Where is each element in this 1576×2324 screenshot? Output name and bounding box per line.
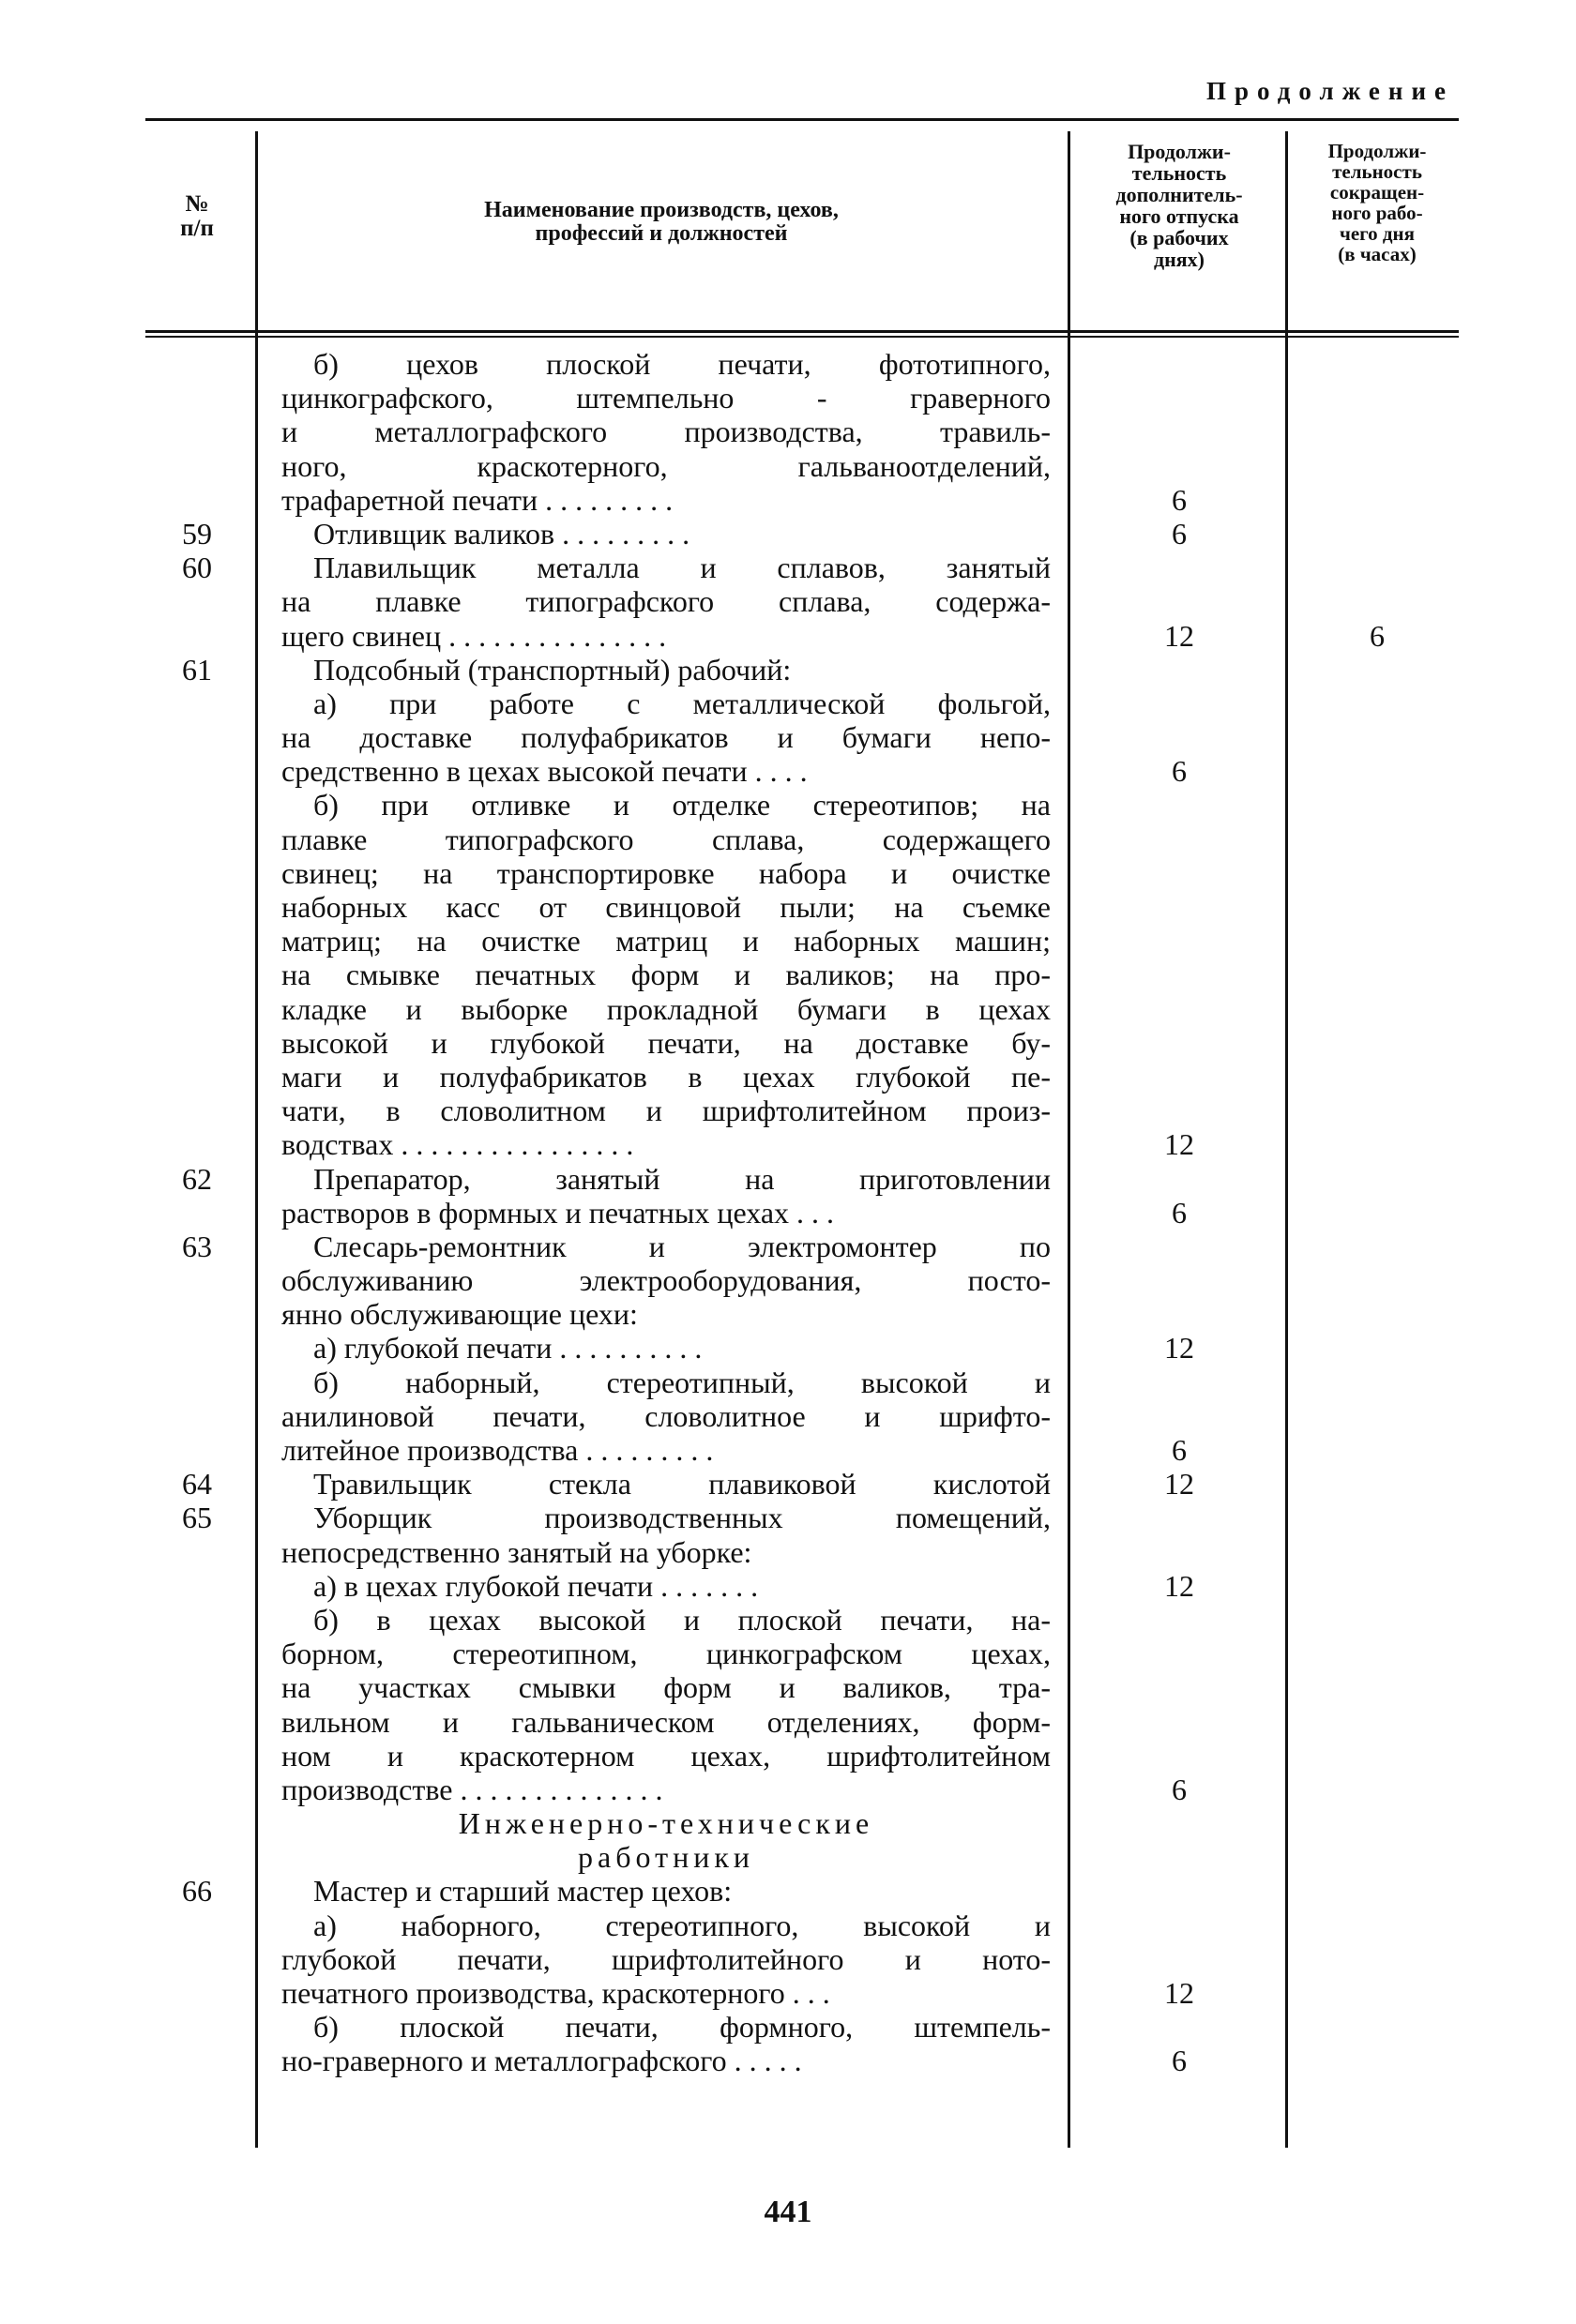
row-number: 64	[182, 1467, 212, 1502]
table-row	[0, 1196, 1576, 1230]
row-text: борном, стереотипном, цинкографском цехах,	[281, 1637, 1051, 1671]
row-text: б) при отливке и отделке стереотипов; на	[313, 788, 1051, 822]
table-row	[0, 822, 1576, 856]
table-row	[0, 1501, 1576, 1534]
row-text: обслуживанию электрооборудования, посто-	[281, 1263, 1051, 1298]
header-bottom-rule	[145, 330, 1459, 333]
table-row	[0, 1603, 1576, 1637]
row-text: чати, в словолитном и шрифтолитейном произ-	[281, 1094, 1051, 1128]
row-text: Травильщик стекла плавиковой кислотой	[313, 1467, 1051, 1502]
table-row	[0, 1433, 1576, 1467]
row-text: трафаретной печати . . . . . . . . .	[281, 482, 674, 517]
row-text: анилиновой печати, словолитное и шрифто-	[281, 1398, 1051, 1433]
row-text: а) наборного, стереотипного, высокой и	[313, 1908, 1051, 1942]
row-text: и металлографского производства, травиль-	[281, 415, 1051, 449]
row-text: вильном и гальваническом отделениях, форм-	[281, 1704, 1051, 1739]
table-row	[0, 1297, 1576, 1331]
table-row	[0, 958, 1576, 991]
row-number: 63	[182, 1229, 212, 1263]
vacation-days: 12	[1164, 1976, 1194, 2010]
row-text: высокой и глубокой печати, на доставке бу-	[281, 1025, 1051, 1060]
table-row	[0, 1976, 1576, 2010]
vacation-days: 6	[1172, 754, 1187, 789]
row-text: литейное производства . . . . . . . . .	[281, 1433, 714, 1467]
continued-label: Продолжение	[1206, 77, 1454, 105]
row-text: кладке и выборке прокладной бумаги в цехах	[281, 991, 1051, 1026]
table-row	[0, 788, 1576, 822]
table-row	[0, 890, 1576, 924]
short-day-hours: 6	[1370, 618, 1385, 653]
table-row	[0, 1773, 1576, 1806]
table-row	[0, 584, 1576, 618]
row-text: Отливщик валиков . . . . . . . . .	[313, 516, 690, 551]
table-row	[0, 1909, 1576, 1942]
table-row	[0, 1806, 1576, 1840]
row-text: Слесарь-ремонтник и электромонтер по	[313, 1229, 1051, 1263]
table-row	[0, 1060, 1576, 1094]
header-bottom-rule-2	[145, 336, 1459, 338]
table-row	[0, 992, 1576, 1026]
row-text: матриц; на очистке матриц и наборных машин;	[281, 924, 1051, 958]
row-number: 61	[182, 652, 212, 687]
table-row	[0, 381, 1576, 415]
row-text: а) глубокой печати . . . . . . . . . .	[313, 1331, 703, 1366]
row-text: ном и краскотерном цехах, шрифтолитейном	[281, 1738, 1051, 1773]
row-text: растворов в формных и печатных цехах . . .	[281, 1195, 835, 1230]
row-text: б) наборный, стереотипный, высокой и	[313, 1365, 1051, 1399]
vacation-days: 12	[1164, 1568, 1194, 1603]
vacation-days: 12	[1164, 1467, 1194, 1502]
table-row	[0, 2010, 1576, 2044]
row-text: на участках смывки форм и валиков, тра-	[281, 1670, 1051, 1705]
table-row	[0, 1366, 1576, 1399]
row-text: б) плоской печати, формного, штемпель-	[313, 2010, 1051, 2045]
header-vacation: Продолжи- тельность дополнитель- ного отпуска (в рабочих днях)	[1115, 140, 1243, 272]
table-row	[0, 449, 1576, 483]
row-number: 66	[182, 1874, 212, 1909]
page-number: 441	[764, 2195, 812, 2229]
table-row	[0, 1569, 1576, 1603]
table-row	[0, 1094, 1576, 1127]
table-row	[0, 517, 1576, 551]
table-row	[0, 619, 1576, 653]
vacation-days: 6	[1172, 1433, 1187, 1467]
table-row	[0, 1399, 1576, 1433]
vacation-days: 12	[1164, 618, 1194, 653]
table-row	[0, 687, 1576, 720]
row-text: Препаратор, занятый на приготовлении	[313, 1161, 1051, 1196]
vacation-days: 6	[1172, 1195, 1187, 1230]
table-row	[0, 720, 1576, 754]
row-number: 62	[182, 1161, 212, 1196]
table-row	[0, 1670, 1576, 1704]
row-text: средственно в цехах высокой печати . . . .	[281, 754, 808, 789]
vacation-days: 12	[1164, 1331, 1194, 1366]
table-row	[0, 1637, 1576, 1670]
table-row	[0, 1840, 1576, 1874]
table-row	[0, 1263, 1576, 1297]
row-text: Инженерно-технические	[458, 1806, 874, 1841]
row-text: маги и полуфабрикатов в цехах глубокой пе-	[281, 1059, 1051, 1094]
table-row	[0, 1874, 1576, 1908]
row-text: на смывке печатных форм и валиков; на про-	[281, 958, 1051, 992]
table-row	[0, 551, 1576, 584]
table-row	[0, 2044, 1576, 2077]
row-number: 60	[182, 551, 212, 585]
header-name: Наименование производств, цехов, профессий и должностей	[484, 198, 839, 247]
vacation-days: 12	[1164, 1127, 1194, 1162]
row-text: Мастер и старший мастер цехов:	[313, 1874, 733, 1909]
table-row	[0, 483, 1576, 517]
row-text: Плавильщик металла и сплавов, занятый	[313, 551, 1051, 585]
table-row	[0, 924, 1576, 958]
row-number: 65	[182, 1501, 212, 1535]
table-row	[0, 1467, 1576, 1501]
row-text: водствах . . . . . . . . . . . . . . . .	[281, 1127, 634, 1162]
row-text: на доставке полуфабрикатов и бумаги непо-	[281, 720, 1051, 755]
row-text: работники	[578, 1840, 754, 1875]
table-row	[0, 653, 1576, 687]
vacation-days: 6	[1172, 482, 1187, 517]
row-text: наборных касс от свинцовой пыли; на съемке	[281, 890, 1051, 924]
row-text: производстве . . . . . . . . . . . . . .	[281, 1772, 663, 1806]
row-text: а) в цехах глубокой печати . . . . . . .	[313, 1568, 759, 1603]
table-top-rule	[145, 118, 1459, 121]
vacation-days: 6	[1172, 2044, 1187, 2078]
row-text: Подсобный (транспортный) рабочий:	[313, 652, 792, 687]
table-row	[0, 1026, 1576, 1060]
row-text: янно обслуживающие цехи:	[281, 1297, 638, 1332]
table-row	[0, 1230, 1576, 1263]
table-row	[0, 856, 1576, 890]
table-row	[0, 1705, 1576, 1739]
row-text: свинец; на транспортировке набора и очистке	[281, 855, 1051, 890]
table-row	[0, 1942, 1576, 1976]
row-text: б) цехов плоской печати, фототипного,	[313, 347, 1051, 381]
table-row	[0, 1331, 1576, 1365]
vacation-days: 6	[1172, 516, 1187, 551]
table-row	[0, 1162, 1576, 1196]
table-row	[0, 1739, 1576, 1773]
table-row	[0, 1535, 1576, 1569]
header-short-day: Продолжи- тельность сокращен- ного рабо- чего дня (в часах)	[1327, 140, 1427, 266]
row-text: щего свинец . . . . . . . . . . . . . . .	[281, 618, 667, 653]
row-number: 59	[182, 516, 212, 551]
table-row	[0, 347, 1576, 381]
row-text: Уборщик производственных помещений,	[313, 1501, 1051, 1535]
row-text: непосредственно занятый на уборке:	[281, 1534, 752, 1569]
row-text: но-граверного и металлографского . . . . .	[281, 2044, 802, 2078]
table-body	[0, 347, 1576, 2078]
row-text: на плавке типографского сплава, содержа-	[281, 584, 1051, 619]
header-number: № п/п	[180, 191, 214, 242]
row-text: ного, краскотерного, гальваноотделений,	[281, 448, 1051, 483]
row-text: б) в цехах высокой и плоской печати, на-	[313, 1602, 1051, 1637]
row-text: печатного производства, краскотерного . . .	[281, 1976, 830, 2010]
table-row	[0, 415, 1576, 448]
vacation-days: 6	[1172, 1772, 1187, 1806]
row-text: глубокой печати, шрифтолитейного и ното-	[281, 1941, 1051, 1976]
row-text: плавке типографского сплава, содержащего	[281, 822, 1051, 856]
table-row	[0, 754, 1576, 788]
table-row	[0, 1127, 1576, 1161]
row-text: цинкографского, штемпельно - граверного	[281, 381, 1051, 415]
row-text: а) при работе с металлической фольгой,	[313, 686, 1051, 720]
